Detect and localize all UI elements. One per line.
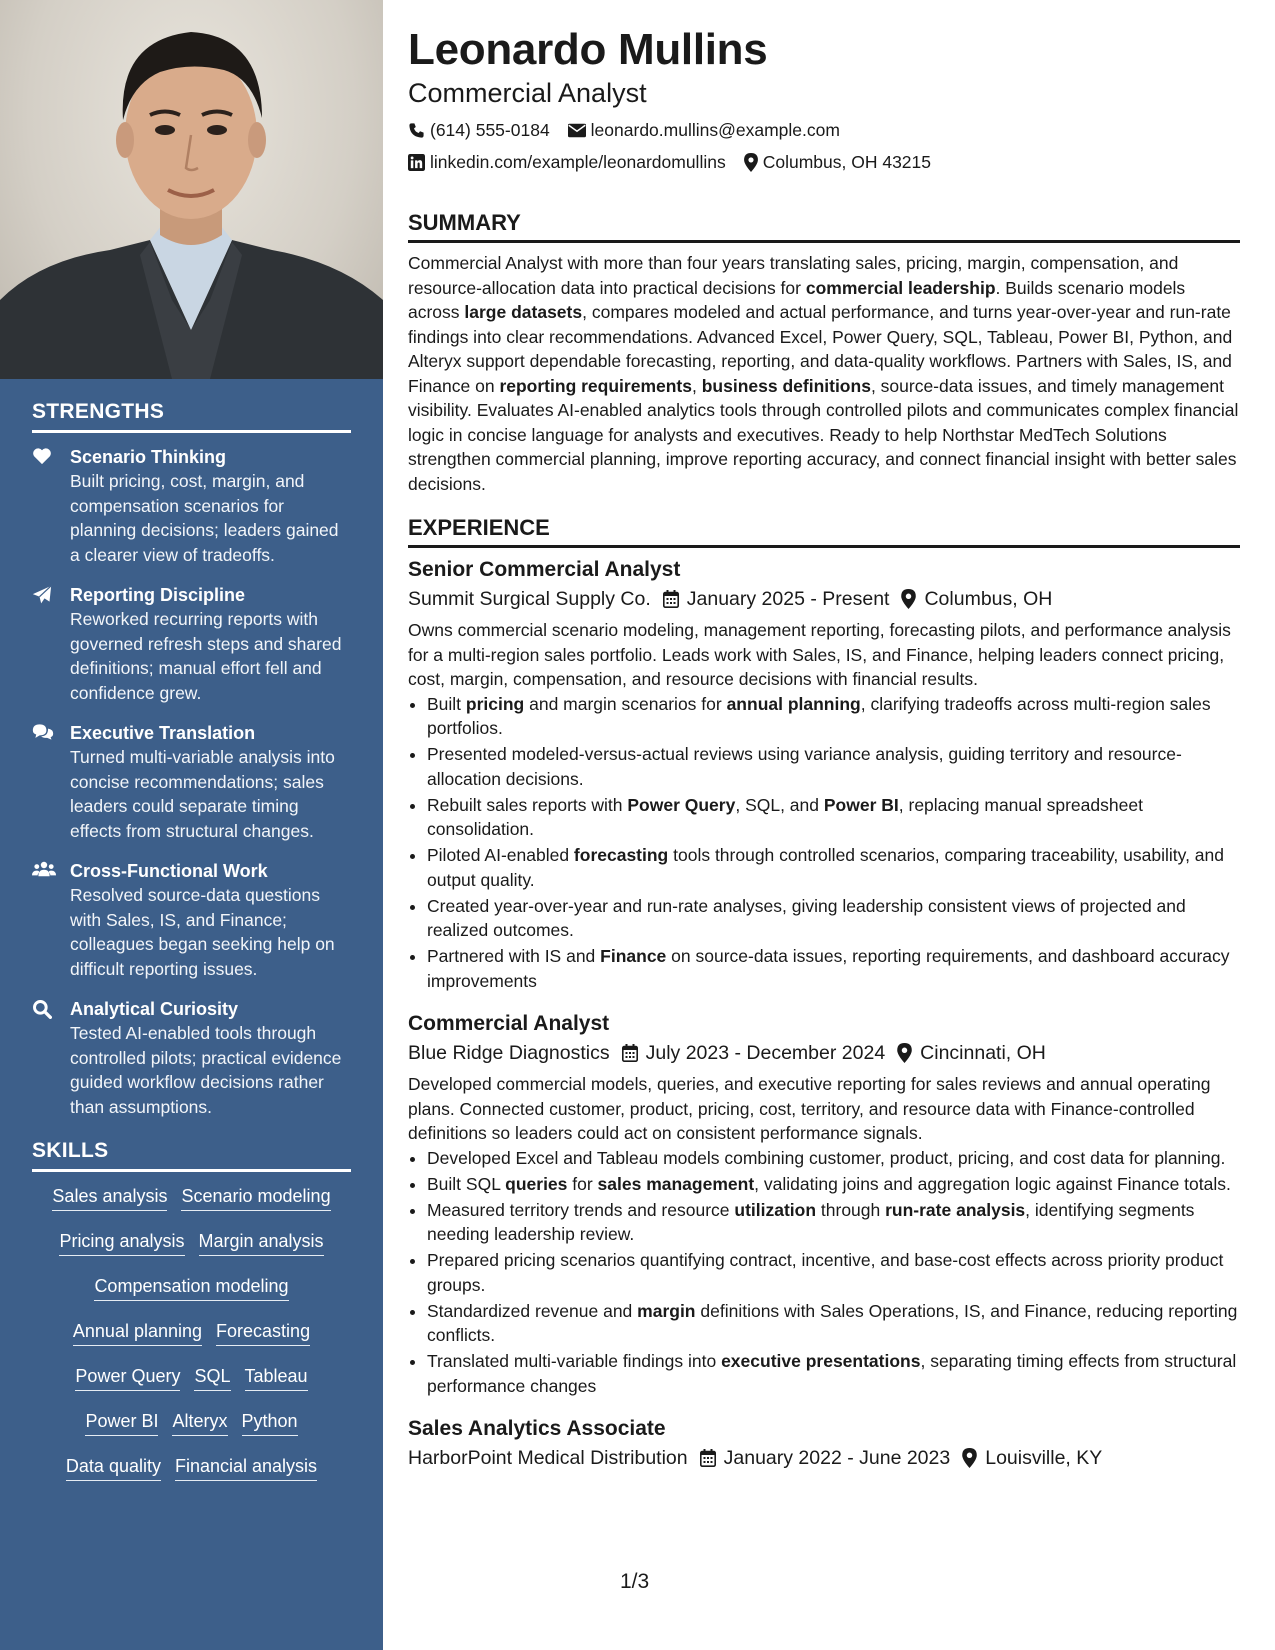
skill-row: [32, 1274, 351, 1302]
skills-heading: SKILLS: [32, 1139, 351, 1172]
job-entry: [408, 556, 1240, 993]
job-title: Sales Analytics Associate: [408, 1417, 666, 1440]
location-text: Columbus, OH 43215: [762, 152, 932, 172]
summary-heading: SUMMARY: [408, 210, 1240, 243]
job-entry: [408, 1010, 1240, 1398]
job-company: Summit Surgical Supply Co.: [408, 588, 651, 610]
strength-title: Scenario Thinking: [70, 447, 227, 467]
strength-item: [32, 583, 351, 705]
candidate-title: Commercial Analyst: [408, 78, 647, 108]
bullet-segment: Partnered with IS and: [427, 946, 601, 966]
linkedin-url[interactable]: linkedin.com/example/leonardomullins: [430, 152, 726, 172]
contact-row: [408, 146, 1240, 178]
job-company: HarborPoint Medical Distribution: [408, 1447, 688, 1469]
bullet-segment: Developed Excel and Tableau models combining customer, product, pricing, and cost data for planning.: [427, 1147, 1226, 1168]
job-location: Louisville, KY: [962, 1443, 1102, 1473]
job-location: Cincinnati, OH: [897, 1038, 1046, 1068]
skill-tag: Sales analysis: [52, 1184, 167, 1211]
bullet-segment: Presented modeled-versus-actual reviews using variance analysis, guiding territory and resource-allocation decisions.: [427, 744, 1182, 789]
bullet-segment: Standardized revenue and: [427, 1300, 638, 1321]
strength-title: Analytical Curiosity: [70, 999, 239, 1019]
summary-emphasis: business definitions: [701, 375, 871, 396]
skill-tag: Tableau: [245, 1364, 308, 1391]
job-dates: July 2023 - December 2024: [622, 1038, 886, 1068]
comments-icon: [32, 721, 70, 843]
location-contact: [744, 146, 931, 178]
summary-emphasis: commercial leadership: [805, 277, 996, 298]
skill-tag: Margin analysis: [199, 1229, 324, 1256]
users-icon: [32, 859, 70, 981]
bullet-emphasis: utilization: [734, 1199, 817, 1220]
strength-title: Reporting Discipline: [70, 585, 246, 605]
job-company: Blue Ridge Diagnostics: [408, 1042, 610, 1064]
bullet-segment: Built: [427, 693, 466, 714]
phone-icon: [408, 122, 425, 139]
skill-tag: Compensation modeling: [94, 1274, 288, 1301]
bullet-segment: Prepared pricing scenarios quantifying contract, incentive, and base-cost effects across priority product groups.: [427, 1250, 1224, 1295]
summary-emphasis: large datasets: [464, 302, 583, 322]
strength-item: [32, 721, 351, 843]
skill-row: [32, 1184, 351, 1212]
bullet-segment: , replacing manual spreadsheet consolidation.: [427, 794, 1143, 839]
job-bullet: [427, 944, 1240, 993]
bullet-segment: , clarifying tradeoffs across multi-region sales portfolios.: [427, 693, 1211, 738]
strength-description: Resolved source-data questions with Sales, IS, and Finance; colleagues began seeking help on difficult reporting issues.: [70, 885, 335, 979]
skill-tag: Power Query: [75, 1364, 180, 1391]
bullet-segment: on source-data issues, reporting requirements, and dashboard accuracy improvements: [427, 946, 1230, 991]
job-meta: [408, 1443, 1240, 1473]
phone-contact: [408, 114, 550, 146]
profile-photo: [0, 0, 383, 379]
bullet-segment: for: [567, 1173, 598, 1194]
sidebar-content: [32, 400, 351, 1499]
job-bullets: [408, 692, 1240, 994]
strength-item: [32, 997, 351, 1119]
calendar-icon: [622, 1044, 638, 1062]
envelope-icon: [568, 123, 586, 138]
skill-tag: Data quality: [66, 1454, 161, 1481]
bullet-segment: Built SQL: [427, 1173, 506, 1194]
bullet-segment: Translated multi-variable findings into: [427, 1351, 722, 1371]
strength-item: [32, 859, 351, 981]
candidate-name: Leonardo Mullins: [408, 25, 768, 74]
skill-row: [32, 1229, 351, 1257]
bullet-emphasis: sales management: [597, 1173, 755, 1194]
sidebar: [0, 0, 383, 1650]
job-dates: January 2025 - Present: [663, 584, 890, 614]
calendar-icon: [663, 590, 679, 608]
skill-tag: Forecasting: [216, 1319, 310, 1346]
bullet-segment: and margin scenarios for: [524, 693, 727, 714]
job-meta: [408, 1038, 1240, 1068]
job-description: Owns commercial scenario modeling, management reporting, forecasting pilots, and performance analysis for a multi-region sales portfolio. Leads work with Sales, IS, and Finance, helping leaders connect pricing, cost, margin, compensation, and resource decisions with financial results.: [408, 620, 1231, 689]
search-icon: [32, 997, 70, 1119]
bullet-emphasis: Power BI: [823, 794, 899, 815]
heart-icon: [32, 445, 70, 567]
bullet-segment: , identifying segments needing leadership review.: [427, 1199, 1195, 1244]
map-pin-icon: [962, 1448, 977, 1468]
job-bullet: [427, 1299, 1240, 1348]
bullet-segment: Piloted AI-enabled: [427, 845, 574, 865]
bullet-segment: , SQL, and: [735, 794, 824, 815]
skill-row: [32, 1364, 351, 1392]
strength-title: Executive Translation: [70, 723, 256, 743]
bullet-emphasis: Finance: [600, 946, 667, 966]
email-contact[interactable]: [568, 114, 840, 146]
job-description: Developed commercial models, queries, and executive reporting for sales reviews and annual operating plans. Connected customer, product, pricing, cost, territory, and resource data with Finance-controlled definitions so leaders could act on consistent performance signals.: [408, 1074, 1211, 1143]
linkedin-icon: [408, 154, 425, 171]
strength-description: Built pricing, cost, margin, and compensation scenarios for planning decisions; leaders gained a clearer view of tradeoffs.: [70, 471, 339, 565]
job-bullets: [408, 1146, 1240, 1399]
job-bullet: [427, 1172, 1240, 1197]
skill-tag: Annual planning: [73, 1319, 202, 1346]
summary-text: [408, 251, 1240, 496]
strengths-heading: STRENGTHS: [32, 400, 351, 433]
skill-tag: Python: [242, 1409, 298, 1436]
skill-row: [32, 1319, 351, 1347]
main-content: [408, 24, 1240, 1477]
summary-segment: . Builds scenario models across: [408, 277, 1186, 322]
job-dates: January 2022 - June 2023: [700, 1443, 951, 1473]
map-pin-icon: [897, 1043, 912, 1063]
job-meta: [408, 584, 1240, 614]
bullet-segment: through: [816, 1199, 886, 1220]
skill-row: [32, 1409, 351, 1437]
job-bullet: [427, 692, 1240, 741]
bullet-emphasis: run-rate analysis: [885, 1199, 1026, 1220]
strength-description: Tested AI-enabled tools through controlled pilots; practical evidence guided workflow decisions rather than assumptions.: [70, 1023, 342, 1117]
experience-heading: EXPERIENCE: [408, 515, 1240, 548]
skill-tag: Power BI: [85, 1409, 158, 1436]
linkedin-contact[interactable]: [408, 146, 726, 178]
job-bullet: [427, 894, 1240, 943]
experience-list: [408, 556, 1240, 1473]
bullet-emphasis: Power Query: [627, 794, 736, 815]
skill-tag: Pricing analysis: [59, 1229, 184, 1256]
summary-segment: , source-data issues, and timely management visibility. Evaluates AI-enabled analytics tools through controlled pilots and communicates complex financial logic in concise language for analysts and executives. Ready to help Northstar MedTech Solutions strengthen commercial planning, improve reporting accuracy, and connect financial insight with better sales decisions.: [408, 375, 1239, 494]
job-entry: [408, 1415, 1240, 1473]
bullet-segment: Created year-over-year and run-rate analyses, giving leadership consistent views of projected and realized outcomes.: [427, 895, 1186, 940]
job-location: Columbus, OH: [901, 584, 1052, 614]
map-pin-icon: [901, 589, 916, 609]
calendar-icon: [700, 1449, 716, 1467]
bullet-segment: Rebuilt sales reports with: [427, 794, 628, 815]
contact-row: [408, 114, 1240, 146]
skill-tag: SQL: [194, 1364, 230, 1391]
job-bullet: [427, 843, 1240, 892]
job-bullet: [427, 1349, 1240, 1398]
job-title: Commercial Analyst: [408, 1012, 610, 1035]
job-bullet: [427, 742, 1240, 791]
bullet-emphasis: annual planning: [726, 693, 861, 714]
bullet-emphasis: margin: [637, 1300, 696, 1321]
strength-description: Reworked recurring reports with governed refresh steps and shared definitions; manual effort fell and confidence grew.: [70, 609, 342, 703]
job-bullet: [427, 793, 1240, 842]
bullet-segment: , validating joins and aggregation logic against Finance totals.: [754, 1173, 1231, 1194]
job-bullet: [427, 1198, 1240, 1247]
strength-title: Cross-Functional Work: [70, 861, 268, 881]
summary-emphasis: reporting requirements: [499, 375, 692, 396]
summary-segment: ,: [692, 375, 702, 396]
strength-description: Turned multi-variable analysis into concise recommendations; sales leaders could separate timing effects from structural changes.: [70, 747, 335, 841]
skill-tag: Scenario modeling: [181, 1184, 330, 1211]
map-pin-icon: [744, 153, 758, 172]
paper-plane-icon: [32, 583, 70, 705]
job-title: Senior Commercial Analyst: [408, 558, 681, 581]
bullet-emphasis: executive presentations: [721, 1351, 921, 1371]
bullet-segment: , separating timing effects from structural performance changes: [427, 1351, 1237, 1396]
bullet-emphasis: forecasting: [573, 845, 669, 865]
job-bullet: [427, 1146, 1240, 1171]
bullet-segment: tools through controlled scenarios, comparing traceability, usability, and output quality.: [427, 845, 1225, 890]
page-number: 1/3: [620, 1570, 650, 1593]
skill-tag: Alteryx: [172, 1409, 227, 1436]
skill-row: [32, 1454, 351, 1482]
strength-item: [32, 445, 351, 567]
job-bullet: [427, 1248, 1240, 1297]
email-address[interactable]: leonardo.mullins@example.com: [590, 120, 840, 140]
bullet-segment: definitions with Sales Operations, IS, and Finance, reducing reporting conflicts.: [427, 1300, 1238, 1345]
bullet-emphasis: queries: [505, 1173, 568, 1194]
phone-number: (614) 555-0184: [430, 120, 550, 140]
skill-tag: Financial analysis: [175, 1454, 317, 1481]
summary-segment: Commercial Analyst with more than four years translating sales, pricing, margin, compensation, and resource-allocation data into practical decisions for: [408, 253, 1179, 298]
summary-segment: , compares modeled and actual performance, and turns year-over-year and run-rate findings into clear recommendations. Advanced Excel, Power Query, SQL, Tableau, Power BI, Python, and Alteryx support dependable forecasting, reporting, and data-quality workflows. Partners with Sales, IS, and Finance on: [408, 302, 1233, 396]
bullet-segment: Measured territory trends and resource: [427, 1199, 735, 1220]
skills-list: [32, 1184, 351, 1482]
bullet-emphasis: pricing: [465, 693, 525, 714]
